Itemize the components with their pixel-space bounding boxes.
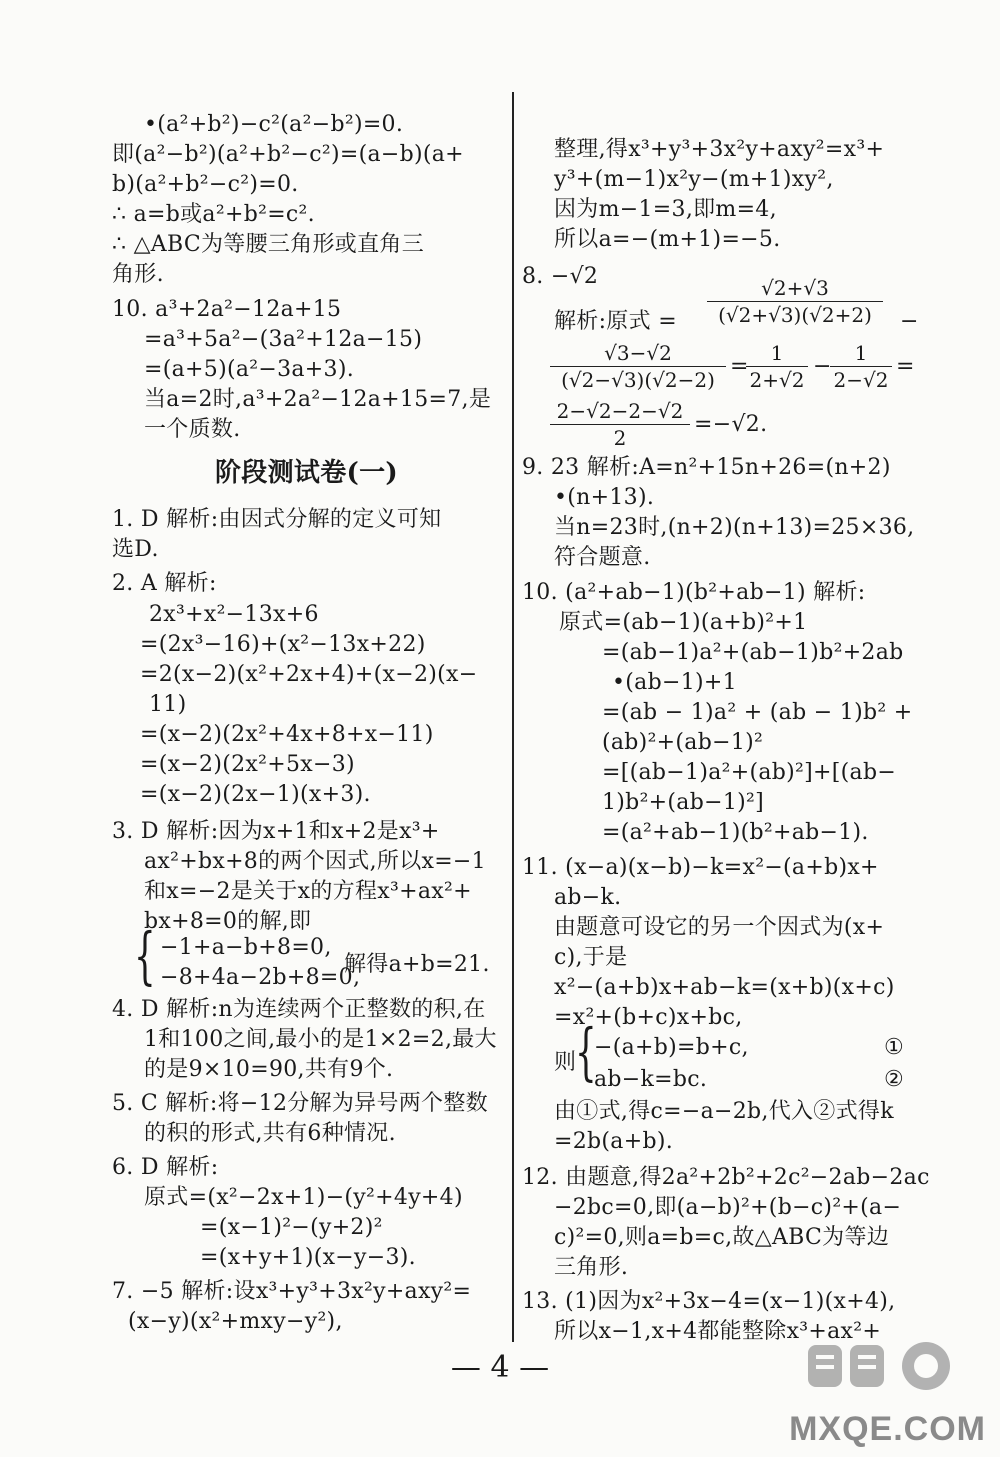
text-line: 2. A 解析: xyxy=(112,571,217,596)
text-line: ax²+bx+8的两个因式,所以x=−1 xyxy=(144,849,486,874)
text-line: 2x³+x²−13x+6 xyxy=(149,602,319,627)
section-title: 阶段测试卷(一) xyxy=(215,458,399,488)
column-divider xyxy=(512,92,514,1342)
fraction xyxy=(550,340,726,393)
text-line: (x−y)(x²+mxy−y²), xyxy=(128,1309,343,1334)
text-line: •(n+13). xyxy=(554,485,655,510)
text-line: 解得a+b=21. xyxy=(344,952,490,977)
operator: = xyxy=(896,354,915,379)
text-line: 角形. xyxy=(112,262,164,287)
text-line: =(x−2)(2x²+5x−3) xyxy=(140,752,355,777)
text-line: y³+(m−1)x²y−(m+1)xy², xyxy=(554,167,834,192)
text-line: 解析:原式 = xyxy=(554,309,677,334)
text-line: 原式=(x²−2x+1)−(y²+4y+4) xyxy=(144,1185,463,1210)
text-line: 1和100之间,最小的是1×2=2,最大 xyxy=(144,1027,497,1052)
text-line: =2b(a+b). xyxy=(554,1129,674,1154)
fraction-numerator: 2−√2−2−√2 xyxy=(550,398,690,425)
fraction-numerator: √2+√3 xyxy=(707,275,883,302)
text-line: =2(x−2)(x²+2x+4)+(x−2)(x− xyxy=(140,662,478,687)
text-line: c),于是 xyxy=(554,945,628,970)
text-line: 6. D 解析: xyxy=(112,1155,219,1180)
text-line: =(x−1)²−(y+2)² xyxy=(200,1215,383,1240)
text-line: 由①式,得c=−a−2b,代入②式得k xyxy=(554,1099,894,1124)
text-line: −2bc=0,即(a−b)²+(b−c)²+(a− xyxy=(554,1195,902,1220)
text-line: 符合题意. xyxy=(554,545,651,570)
fraction-numerator: 1 xyxy=(746,340,808,367)
fraction-denominator: 2−√2 xyxy=(833,368,889,392)
text-line: 5. C 解析:将−12分解为异号两个整数 xyxy=(112,1091,488,1116)
text-line: 当n=23时,(n+2)(n+13)=25×36, xyxy=(554,515,915,540)
page-number: — 4 — xyxy=(450,1350,550,1385)
text-line: •(ab−1)+1 xyxy=(612,670,737,695)
fraction-numerator: 1 xyxy=(830,340,892,367)
equation-line: −(a+b)=b+c, xyxy=(594,1035,749,1060)
fraction-denominator: (√2+√3)(√2+2) xyxy=(718,303,872,327)
text-line: bx+8=0的解,即 xyxy=(144,909,312,934)
text-line: 3. D 解析:因为x+1和x+2是x³+ xyxy=(112,819,440,844)
text-line: c)²=0,则a=b=c,故△ABC为等边 xyxy=(554,1225,890,1250)
text-line: 8. −√2 xyxy=(522,264,599,289)
text-line: =(ab−1)a²+(ab−1)b²+2ab xyxy=(602,640,904,665)
equation-line: −1+a−b+8=0, xyxy=(160,935,332,960)
text-line: 10. (a²+ab−1)(b²+ab−1) 解析: xyxy=(522,580,866,605)
text-line: 4. D 解析:n为连续两个正整数的积,在 xyxy=(112,997,486,1022)
text-line: 11) xyxy=(149,692,187,717)
text-line: =(ab − 1)a² + (ab − 1)b² + xyxy=(602,700,913,725)
text-line: 选D. xyxy=(112,537,159,562)
text-line: 则 xyxy=(554,1050,577,1075)
brace-symbol: { xyxy=(134,919,156,992)
brace-symbol: { xyxy=(575,1015,597,1088)
text-line: ∴ △ABC为等腰三角形或直角三 xyxy=(112,232,425,257)
text-line: x²−(a+b)x+ab−k=(x+b)(x+c) xyxy=(554,975,895,1000)
text-line: 当a=2时,a³+2a²−12a+15=7,是 xyxy=(144,387,492,412)
text-line: 整理,得x³+y³+3x²y+axy²=x³+ xyxy=(554,137,885,162)
fraction-denominator: 2 xyxy=(613,426,627,450)
text-line: =(a²+ab−1)(b²+ab−1). xyxy=(602,820,869,845)
fraction-denominator: (√2−√3)(√2−2) xyxy=(561,368,715,392)
text-line: 的积的形式,共有6种情况. xyxy=(144,1121,396,1146)
text-line: 原式=(ab−1)(a+b)²+1 xyxy=(559,610,808,635)
operator: − xyxy=(813,354,832,379)
text-line: ∴ a=b或a²+b²=c². xyxy=(112,202,315,227)
text-line: 因为m−1=3,即m=4, xyxy=(554,197,777,222)
text-line: 和x=−2是关于x的方程x³+ax²+ xyxy=(144,879,472,904)
text-line: =(a+5)(a²−3a+3). xyxy=(144,357,355,382)
text-line: (ab)²+(ab−1)² xyxy=(602,730,764,755)
fraction xyxy=(746,340,808,393)
text-line: =[(ab−1)a²+(ab)²]+[(ab− xyxy=(602,760,897,785)
operator: = xyxy=(730,354,749,379)
circled-number: ② xyxy=(884,1067,905,1092)
equation-line: −8+4a−2b+8=0, xyxy=(160,965,361,990)
text-line: 三角形. xyxy=(554,1255,629,1280)
text-line: =a³+5a²−(3a²+12a−15) xyxy=(144,327,423,352)
text-line: 13. (1)因为x²+3x−4=(x−1)(x+4), xyxy=(522,1289,896,1314)
text-line: 即(a²−b²)(a²+b²−c²)=(a−b)(a+ xyxy=(112,142,464,167)
text-line: =(x−2)(2x²+4x+8+x−11) xyxy=(140,722,434,747)
fraction xyxy=(550,398,690,451)
text-line: 一个质数. xyxy=(144,417,241,442)
text-line: ab−k. xyxy=(554,885,622,910)
text-line: 10. a³+2a²−12a+15 xyxy=(112,297,342,322)
fraction xyxy=(830,340,892,393)
operator: − xyxy=(900,309,919,334)
fraction xyxy=(707,275,883,328)
text-line: =x²+(b+c)x+bc, xyxy=(554,1005,743,1030)
watermark-text: MXQE.COM xyxy=(789,1410,986,1448)
text-line: 的是9×10=90,共有9个. xyxy=(144,1057,394,1082)
text-line: 1)b²+(ab−1)²] xyxy=(602,790,765,815)
text-line: =(2x³−16)+(x²−13x+22) xyxy=(140,632,426,657)
text-line: 由题意可设它的另一个因式为(x+ xyxy=(554,915,885,940)
text-line: •(a²+b²)−c²(a²−b²)=0. xyxy=(144,112,404,137)
text-line: =(x+y+1)(x−y−3). xyxy=(200,1245,416,1270)
text-line: 7. −5 解析:设x³+y³+3x²y+axy²= xyxy=(112,1279,472,1304)
text-line: =(x−2)(2x−1)(x+3). xyxy=(140,782,371,807)
fraction-numerator: √3−√2 xyxy=(550,340,726,367)
equation-line: ab−k=bc. xyxy=(594,1067,708,1092)
text-line: 11. (x−a)(x−b)−k=x²−(a+b)x+ xyxy=(522,855,879,880)
text-line: 1. D 解析:由因式分解的定义可知 xyxy=(112,507,442,532)
text-line: =−√2. xyxy=(694,412,768,437)
circled-number: ① xyxy=(884,1035,905,1060)
text-line: 12. 由题意,得2a²+2b²+2c²−2ab−2ac xyxy=(522,1165,930,1190)
text-line: 所以a=−(m+1)=−5. xyxy=(554,227,781,252)
fraction-denominator: 2+√2 xyxy=(749,368,805,392)
text-line: b)(a²+b²−c²)=0. xyxy=(112,172,299,197)
text-line: 9. 23 解析:A=n²+15n+26=(n+2) xyxy=(522,455,891,480)
text-line: 所以x−1,x+4都能整除x³+ax²+ xyxy=(554,1319,882,1344)
